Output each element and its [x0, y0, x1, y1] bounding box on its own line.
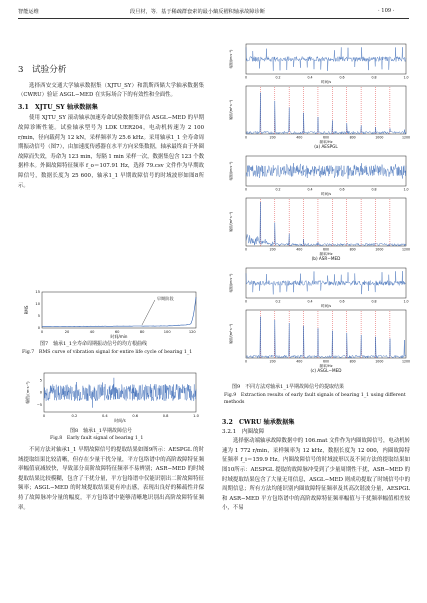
fig9-freq-tick: 400: [296, 359, 303, 364]
fig9-time-tick: 1.0: [403, 187, 409, 192]
fig9-panel-label: (a) AESPGL: [314, 144, 338, 149]
fig9-time-ylabel: 幅值/(m·s⁻²): [229, 49, 233, 69]
fig7-y-tick: 10: [35, 302, 40, 307]
fig9-time-tick: 0.4: [307, 75, 313, 80]
fig7-x-tick: 20: [64, 330, 70, 334]
fig9-freq-tick: 0: [244, 135, 248, 140]
fig9-freq-tick: 1200: [401, 359, 410, 364]
fig9-time-tick: 0: [244, 187, 248, 192]
fig9-spec-frame: [246, 86, 406, 134]
paragraph-2: 不同方法对轴承1_1 早期故障信号的提取结果如图9所示：AESPGL 的时域提取结果比较清晰，但存在少量干扰分量，平方包络谱中的高阶故障特征频率幅值衰减较快，导致部分高阶故障特征频率不易辨别；ASR−MED 的时域提取结果比较模糊，包含了干扰分量，平方包络谱中仅能识别出二阶故障特征频率；ASGL−MED 的时域提取结果更有冲击感，表现出良好的稀疏性并保持了故障脉冲分量的幅度，平方包络谱中能够清晰地识别出高阶故障特征频率。: [18, 447, 204, 511]
fig9-time-tick: 0.8: [371, 75, 377, 80]
fig9-time-tick: 0.4: [307, 299, 313, 304]
journal-name: 智能运维: [18, 9, 39, 15]
fig7-y-label: RMS: [24, 305, 29, 315]
fig8-signal-chart: [20, 370, 200, 425]
fig9-freq-tick: 400: [296, 135, 303, 140]
fig7-annotation: 早期阶段: [156, 296, 174, 301]
fig9-time-tick: 1.0: [403, 299, 409, 304]
fig8-y-label: 幅值/(m·s⁻²): [25, 381, 30, 404]
fig9-freq-tick: 1000: [375, 135, 384, 140]
fig7-x-tick: 120: [188, 330, 196, 334]
fig9-freq-tick: 600: [322, 247, 330, 252]
fig9-freq-tick: 800: [349, 135, 356, 140]
fig9-freq-tick: 0: [244, 359, 248, 364]
fig7-x-tick: 100: [163, 330, 171, 334]
fig9-time-tick: 0: [244, 75, 248, 80]
fig9-freq-tick: 1200: [401, 135, 410, 140]
fig7-x-tick: 40: [89, 330, 95, 334]
fig9-time-tick: 1.0: [403, 75, 409, 80]
fig8-x-tick: 0.8: [162, 414, 169, 418]
fig9-time-tick: 0.2: [275, 299, 281, 304]
fig7-x-tick: 60: [114, 330, 120, 334]
section-intro: 选择西安交通大学轴承数据集（XJTU_SY）和凯斯西储大学轴承数据集（CWRU）验证 ASGL−MED 在实际场合下的有效性和全面性。: [18, 82, 204, 99]
right-column: [222, 418, 410, 514]
fig8-x-tick: 1.0: [193, 414, 199, 418]
fig8-y-tick: 0: [39, 390, 42, 395]
fig9-time-tick: 0.8: [371, 187, 377, 192]
fig9-spec-frame: [246, 198, 406, 246]
fig9-caption-en: Fig.9 Extraction results of early fault signals of bearing 1_1 using different methods: [224, 393, 406, 405]
fig9-panel-label: (c) ASGL−MED: [310, 368, 342, 373]
fig9-time-xlabel: 时间/s: [320, 192, 332, 196]
subsubsection-heading: 3.2.1 内圈故障: [222, 428, 265, 435]
page-number: · 109 ·: [378, 8, 395, 14]
fig9-panel-label: (b) ASR−MED: [311, 256, 341, 261]
subsection-heading-32: 3.2 CWRU 轴承数据集: [222, 419, 295, 426]
fig7-y-tick: 5: [37, 314, 40, 319]
fig9-freq-xlabel: 频率/Hz: [319, 252, 333, 256]
fig9-freq-tick: 400: [296, 247, 303, 252]
fig7-caption-en: Fig.7 RMS curve of vibration signal for entire life cycle of bearing 1_1: [22, 350, 193, 355]
running-title: 段旦材，等．基于稀疏群套索的最小熵反褶积轴承故障诊断: [130, 9, 265, 15]
fig9-caption-cn: 图9 不同方法对轴承1_1早期故障信号的提取结果: [232, 384, 345, 390]
section-heading: 3 试验分析: [18, 65, 67, 75]
fig9-freq-tick: 1000: [375, 359, 384, 364]
fig9-freq-tick: 800: [349, 247, 356, 252]
fig8-caption-cn: 图8 轴承1_1早期故障信号: [70, 428, 133, 434]
left-column: [18, 66, 204, 191]
fig9-time-ylabel: 幅值/(m·s⁻²): [229, 273, 233, 293]
subsection-heading: 3.1 XJTU_SY 轴承数据集: [18, 103, 98, 111]
fig9-time-tick: 0.6: [339, 187, 345, 192]
fig7-y-tick: 0: [37, 326, 40, 331]
fig8-x-tick: 0: [42, 414, 46, 418]
fig9-freq-ylabel: 幅值/(m²·s⁻⁴): [229, 324, 233, 344]
fig9-spec-frame: [246, 310, 406, 358]
fig9-freq-tick: 200: [269, 359, 276, 364]
left-column-lower: [18, 446, 204, 513]
fig7-arrow: [142, 300, 155, 325]
fig8-x-tick: 0.6: [132, 414, 139, 418]
fig9-freq-tick: 800: [349, 359, 356, 364]
paragraph-3: 选择驱动端轴承故障数据中的 106.mat 文件作为内圈故障信号，电动机转速为 1 772 r/min，采样频率为 12 kHz，数据长度为 12 000，内圈故障特征频率 f_i＝159.9 Hz。内圈故障信号的时域波形以及不同方法的提取结果如图10所示：AESPGL 提取的故障脉冲受到了少量周期性干扰，ASR−MED 的时域提取结果包含了大量无用信息，ASGL−MED 则成功提取了时域信号中的周期信息；所有方法均能识别内圈故障特征频率及其高次谐波分量，AESPGL 和 ASR−MED 平方包络谱中的高阶故障特征频率幅值与干扰频率幅值相差较小，不易: [222, 438, 410, 512]
fig9-time-tick: 0.6: [339, 299, 345, 304]
fig8-caption-en: Fig.8 Early fault signal of bearing 1_1: [50, 436, 144, 441]
fig9-freq-tick: 1200: [401, 247, 410, 252]
fig9-time-tick: 0.6: [339, 75, 345, 80]
fig9-time-tick: 0.2: [275, 75, 281, 80]
fig9-freq-tick: 0: [244, 247, 248, 252]
fig7-rms-chart: [20, 288, 200, 340]
fig9-freq-tick: 1000: [375, 247, 384, 252]
fig9-time-ylabel: 幅值/(m·s⁻²): [229, 161, 233, 181]
fig9-time-line: [246, 271, 406, 294]
fig9-time-xlabel: 时间/s: [320, 304, 332, 308]
fig9-time-tick: 0: [244, 299, 248, 304]
fig9-time-tick: 0.8: [371, 299, 377, 304]
fig9-results-chart: [224, 42, 410, 384]
fig7-x-tick: 80: [139, 330, 145, 334]
fig9-freq-tick: 200: [269, 135, 276, 140]
fig8-y-tick: −5: [36, 402, 42, 407]
fig9-freq-tick: 200: [269, 247, 276, 252]
fig8-signal-line: [44, 378, 196, 408]
fig7-x-tick: 0: [40, 330, 44, 334]
fig9-time-line: [246, 47, 406, 71]
fig8-x-tick: 0.4: [101, 414, 108, 418]
fig7-y-tick: 15: [35, 290, 40, 295]
fig8-y-tick: 5: [39, 378, 42, 383]
fig7-rms-line: [42, 297, 196, 327]
fig8-x-label: 时间/s: [114, 418, 126, 423]
fig9-freq-tick: 600: [322, 135, 330, 140]
fig9-time-line: [246, 163, 406, 179]
fig9-freq-xlabel: 频率/Hz: [319, 364, 333, 368]
fig9-time-tick: 0.4: [307, 187, 313, 192]
paragraph-1: 使用 XJTU_SY 滚动轴承加速寿命试验数据集评估 ASGL−MED 的早期故障诊断性能。试验轴承型号为 LDK UER204，电动机转速为 2 100 r/min，径向载荷为 12 kN，采样频率为 25.6 kHz。采用轴承1_1 全寿命周期振动信号（图7），由加速度传感器在水平方向采集数据，轴承最终由于外圈故障而失效，寿命为 123 min，每隔 1 min 采样一次，数据集包含 123 个数据样本。外圈故障特征频率 f_o＝107.91 Hz，选择 79.csv 文件作为早期故障信号，数据长度为 25 600，轴承1_1 早期故障信号的时域波形如图8所示。: [18, 115, 204, 189]
fig9-time-xlabel: 时间/s: [320, 80, 332, 84]
fig7-x-label: 时间/min: [110, 334, 128, 339]
fig9-spectrum-line: [246, 202, 406, 246]
fig9-time-tick: 0.2: [275, 187, 281, 192]
fig7-caption-cn: 图7 轴承1_1全寿命周期振动信号的均方根曲线: [40, 341, 148, 347]
fig9-freq-ylabel: 幅值/(m²·s⁻⁴): [229, 212, 233, 232]
fig9-spectrum-line: [246, 317, 406, 358]
fig9-spectrum-line: [246, 93, 406, 134]
fig9-freq-ylabel: 幅值/(m²·s⁻⁴): [229, 100, 233, 120]
fig9-freq-xlabel: 频率/Hz: [319, 140, 333, 144]
fig9-freq-tick: 600: [322, 359, 330, 364]
fig8-x-tick: 0.2: [71, 414, 78, 418]
header-rule: [18, 18, 409, 19]
